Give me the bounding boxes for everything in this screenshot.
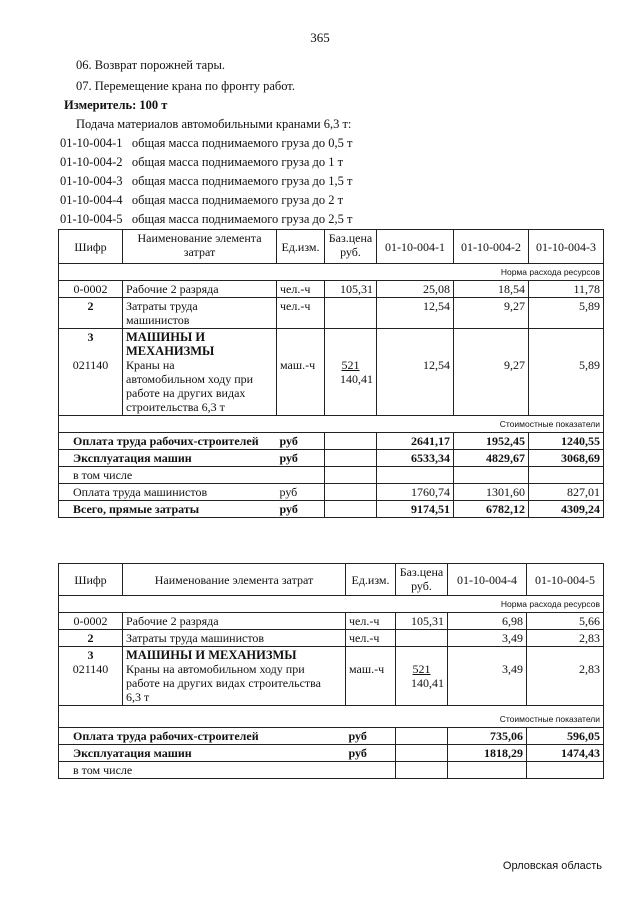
machines-value-4: 3,49 <box>448 647 527 706</box>
row-value-3: 11,78 <box>529 281 604 298</box>
row-code: 0-0002 <box>59 281 123 298</box>
row-value-2: 9,27 <box>454 298 529 329</box>
total-value-3: 1240,55 <box>529 433 604 450</box>
total-empty <box>325 501 377 518</box>
code-line-2 <box>60 155 343 170</box>
total-value-3: 3068,69 <box>529 450 604 467</box>
header-price: Баз.цена руб. <box>325 230 377 264</box>
machines-unit: маш.-ч <box>277 329 325 416</box>
total-unit: руб <box>277 484 325 501</box>
resource-table-1 <box>58 229 604 518</box>
total-name: в том числе <box>59 762 346 779</box>
total-value-5: 596,05 <box>527 728 604 745</box>
page-number: 365 <box>310 30 330 45</box>
table-row <box>59 613 604 630</box>
totals-row <box>59 433 604 450</box>
row-value-5: 2,83 <box>527 630 604 647</box>
machines-price: 521 140,41 <box>325 329 377 416</box>
row-code: 0-0002 <box>59 613 123 630</box>
resource-table-2 <box>58 563 604 779</box>
total-name: Эксплуатация машин <box>59 450 277 467</box>
total-value-2: 4829,67 <box>454 450 529 467</box>
table-row <box>59 298 604 329</box>
row-code: 2 <box>59 630 123 647</box>
code-text: общая масса поднимаемого груза до 1 т <box>131 155 344 169</box>
row-name: Затраты труда машинистов <box>123 298 277 329</box>
header-name: Наименование элемента затрат <box>123 564 346 596</box>
code-text: общая масса поднимаемого груза до 1,5 т <box>131 174 353 188</box>
paragraph-06: 06. Возврат порожней тары. <box>76 58 225 72</box>
total-empty <box>325 450 377 467</box>
total-name: Оплата труда машинистов <box>59 484 277 501</box>
machines-value-2: 9,27 <box>454 329 529 416</box>
total-value-2: 1952,45 <box>454 433 529 450</box>
norm-label: Норма расхода ресурсов <box>59 264 604 281</box>
row-price: 105,31 <box>325 281 377 298</box>
row-unit: чел.-ч <box>277 281 325 298</box>
total-name: в том числе <box>59 467 277 484</box>
total-value-1: 1760,74 <box>377 484 454 501</box>
row-value-4: 6,98 <box>448 613 527 630</box>
code-id: 01-10-004-1 <box>60 136 123 150</box>
total-unit <box>277 467 325 484</box>
header-col-4: 01-10-004-4 <box>448 564 527 596</box>
row-unit: чел.-ч <box>277 298 325 329</box>
machines-row <box>59 329 604 416</box>
total-value-3: 4309,24 <box>529 501 604 518</box>
code-text: общая масса поднимаемого груза до 2,5 т <box>131 212 353 226</box>
header-unit: Ед.изм. <box>277 230 325 264</box>
total-unit: руб <box>277 450 325 467</box>
code-line-1 <box>60 136 352 151</box>
row-price <box>396 630 448 647</box>
total-value-1: 2641,17 <box>377 433 454 450</box>
total-value-5: 1474,43 <box>527 745 604 762</box>
row-value-5: 5,66 <box>527 613 604 630</box>
header-unit: Ед.изм. <box>346 564 396 596</box>
row-code: 2 <box>59 298 123 329</box>
totals-row <box>59 484 604 501</box>
totals-row <box>59 745 604 762</box>
row-name: Рабочие 2 разряда <box>123 281 277 298</box>
row-value-4: 3,49 <box>448 630 527 647</box>
code-id: 01-10-004-4 <box>60 193 123 207</box>
row-unit: чел.-ч <box>346 613 396 630</box>
machines-unit: маш.-ч <box>346 647 396 706</box>
total-empty <box>325 484 377 501</box>
total-value-3: 827,01 <box>529 484 604 501</box>
code-id: 01-10-004-5 <box>60 212 123 226</box>
total-empty <box>325 467 377 484</box>
measure-heading: Измеритель: 100 т <box>64 98 168 112</box>
norm-label: Норма расхода ресурсов <box>59 596 604 613</box>
total-unit: руб <box>277 433 325 450</box>
total-value-4 <box>448 762 527 779</box>
total-value-4: 1818,29 <box>448 745 527 762</box>
code-id: 01-10-004-3 <box>60 174 123 188</box>
header-col-1: 01-10-004-1 <box>377 230 454 264</box>
code-line-3 <box>60 174 352 189</box>
table-row <box>59 281 604 298</box>
total-value-4: 735,06 <box>448 728 527 745</box>
total-empty <box>396 728 448 745</box>
row-value-1: 12,54 <box>377 298 454 329</box>
header-price: Баз.цена руб. <box>396 564 448 596</box>
total-name: Оплата труда рабочих-строителей <box>59 728 346 745</box>
code-line-5 <box>60 212 352 227</box>
total-unit: руб <box>346 728 396 745</box>
machines-name: МАШИНЫ И МЕХАНИЗМЫ Краны на автомобильном ходу при работе на других видах строительства 6,3 т <box>123 329 277 416</box>
row-value-2: 18,54 <box>454 281 529 298</box>
totals-row <box>59 728 604 745</box>
paragraph-07: 07. Перемещение крана по фронту работ. <box>76 79 295 93</box>
intro-text: Подача материалов автомобильными кранами 6,3 т: <box>76 117 352 131</box>
row-name: Затраты труда машинистов <box>123 630 346 647</box>
machines-name: МАШИНЫ И МЕХАНИЗМЫ Краны на автомобильном ходу при работе на других видах строительства 6,3 т <box>123 647 346 706</box>
header-col-5: 01-10-004-5 <box>527 564 604 596</box>
totals-row <box>59 762 604 779</box>
table-row <box>59 630 604 647</box>
footer-region: Орловская область <box>502 860 602 872</box>
code-text: общая масса поднимаемого груза до 2 т <box>131 193 344 207</box>
code-text: общая масса поднимаемого груза до 0,5 т <box>131 136 353 150</box>
totals-row <box>59 450 604 467</box>
machines-price: 521 140,41 <box>396 647 448 706</box>
machines-row <box>59 647 604 706</box>
total-unit: руб <box>346 745 396 762</box>
total-value-2: 6782,12 <box>454 501 529 518</box>
code-line-4 <box>60 193 343 208</box>
total-empty <box>325 433 377 450</box>
code-id: 01-10-004-2 <box>60 155 123 169</box>
total-name: Всего, прямые затраты <box>59 501 277 518</box>
total-empty <box>396 762 448 779</box>
row-value-1: 25,08 <box>377 281 454 298</box>
machines-value-3: 5,89 <box>529 329 604 416</box>
cost-label: Стоимостные показатели <box>59 706 604 728</box>
row-price <box>325 298 377 329</box>
total-unit <box>346 762 396 779</box>
row-unit: чел.-ч <box>346 630 396 647</box>
total-name: Оплата труда рабочих-строителей <box>59 433 277 450</box>
header-name: Наименование элемента затрат <box>123 230 277 264</box>
row-name: Рабочие 2 разряда <box>123 613 346 630</box>
cost-label: Стоимостные показатели <box>59 416 604 433</box>
machines-value-5: 2,83 <box>527 647 604 706</box>
header-code: Шифр <box>59 564 123 596</box>
total-name: Эксплуатация машин <box>59 745 346 762</box>
total-value-1 <box>377 467 454 484</box>
machines-value-1: 12,54 <box>377 329 454 416</box>
row-value-3: 5,89 <box>529 298 604 329</box>
total-value-1: 9174,51 <box>377 501 454 518</box>
totals-row <box>59 467 604 484</box>
total-unit: руб <box>277 501 325 518</box>
row-price: 105,31 <box>396 613 448 630</box>
total-value-2 <box>454 467 529 484</box>
total-value-5 <box>527 762 604 779</box>
total-value-2: 1301,60 <box>454 484 529 501</box>
header-col-3: 01-10-004-3 <box>529 230 604 264</box>
machines-code: 3 021140 <box>59 647 123 706</box>
total-empty <box>396 745 448 762</box>
machines-code: 3 021140 <box>59 329 123 416</box>
total-value-1: 6533,34 <box>377 450 454 467</box>
header-col-2: 01-10-004-2 <box>454 230 529 264</box>
total-value-3 <box>529 467 604 484</box>
header-code: Шифр <box>59 230 123 264</box>
totals-row <box>59 501 604 518</box>
